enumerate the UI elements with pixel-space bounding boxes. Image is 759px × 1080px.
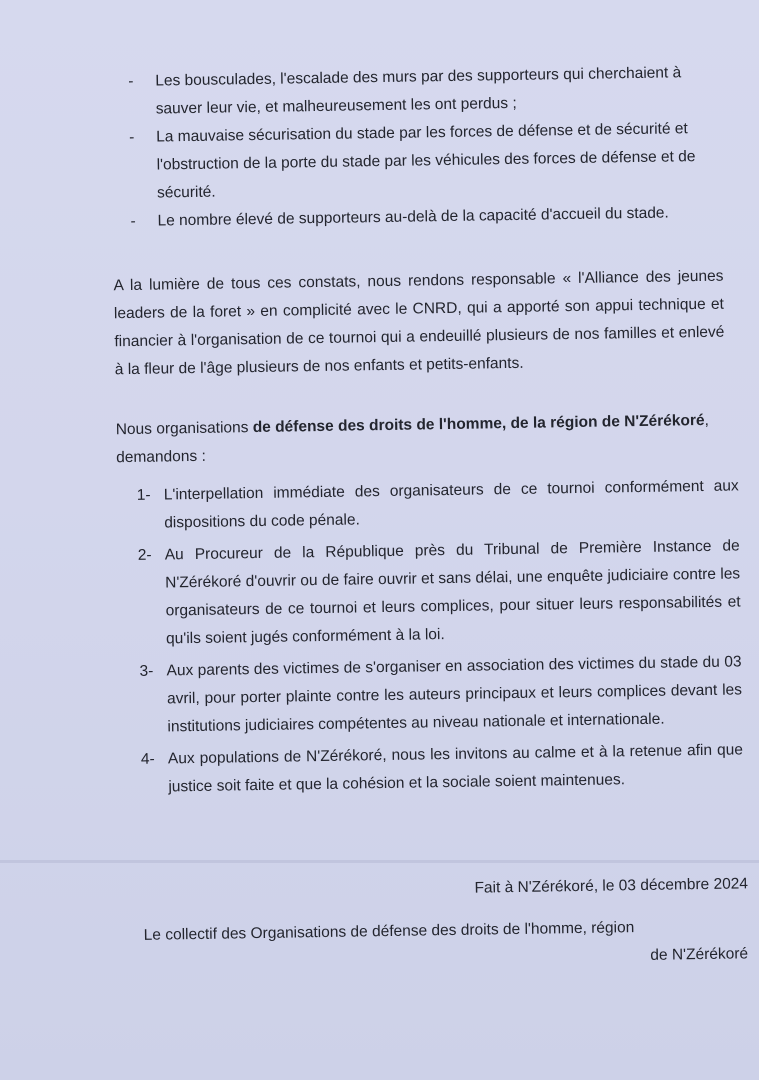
date-line: Fait à N'Zérékoré, le 03 décembre 2024 bbox=[474, 875, 749, 897]
paper-fold bbox=[0, 860, 759, 863]
causes-list bbox=[128, 59, 721, 236]
bullet-marker: - bbox=[129, 128, 135, 146]
demands-intro: Nous organisations de défense des droits de l'homme, de la région de N'Zérékoré, demandons : bbox=[115, 411, 709, 467]
list-item: 1- L'interpellation immédiate des organisateurs de ce tournoi conformément aux dispositions du code pénale. bbox=[136, 477, 739, 532]
signature-line-2: de N'Zérékoré bbox=[650, 945, 749, 964]
list-item: - Les bousculades, l'escalade des murs par des supporteurs qui cherchaient à sauver leur vie, et malheureusement les ont perdus ; bbox=[128, 64, 682, 118]
demands-list bbox=[137, 472, 744, 805]
list-item: 2- Au Procureur de la République près du Tribunal de Première Instance de N'Zérékoré d'ouvrir ou de faire ouvrir et sans délai, une enquête judiciaire contre les organisateurs de ce tournoi et leurs complices, pour situer leurs responsabilités et qu'ils soient jugés conformément à la loi. bbox=[137, 537, 741, 648]
responsibility-paragraph: A la lumière de tous ces constats, nous rendons responsable « l'Alliance des jeunes leaders de la foret » en complicité avec le CNRD, qui a apporté son appui technique et financier à l'organisation de ce tournoi qui a endeuillé plusieurs de nos familles et enlevé à la fleur de l'âge plusieurs de nos enfants et petits-enfants. bbox=[113, 267, 725, 379]
list-item: 3- Aux parents des victimes de s'organiser en association des victimes du stade du 03 avril, pour porter plainte contre les auteurs principaux et leurs complices devant les institutions judiciaires compétentes au niveau nationale et internationale. bbox=[139, 653, 743, 736]
list-item: - Le nombre élevé de supporteurs au-delà de la capacité d'accueil du stade. bbox=[130, 199, 720, 236]
organisation-name: de défense des droits de l'homme, de la région de N'Zérékoré bbox=[252, 411, 705, 437]
list-item: 4- Aux populations de N'Zérékoré, nous les invitons au calme et à la retenue afin que justice soit faite et que la cohésion et la sociale soient maintenues. bbox=[140, 741, 744, 796]
list-item: - La mauvaise sécurisation du stade par les forces de défense et de sécurité et l'obstruction de la porte du stade par les véhicules des forces de défense et de sécurité. bbox=[129, 120, 696, 202]
bullet-marker: - bbox=[128, 72, 134, 90]
bullet-marker: - bbox=[130, 212, 136, 230]
signature-line-1: Le collectif des Organisations de défense des droits de l'homme, région bbox=[143, 919, 635, 944]
signature-block bbox=[144, 912, 749, 977]
